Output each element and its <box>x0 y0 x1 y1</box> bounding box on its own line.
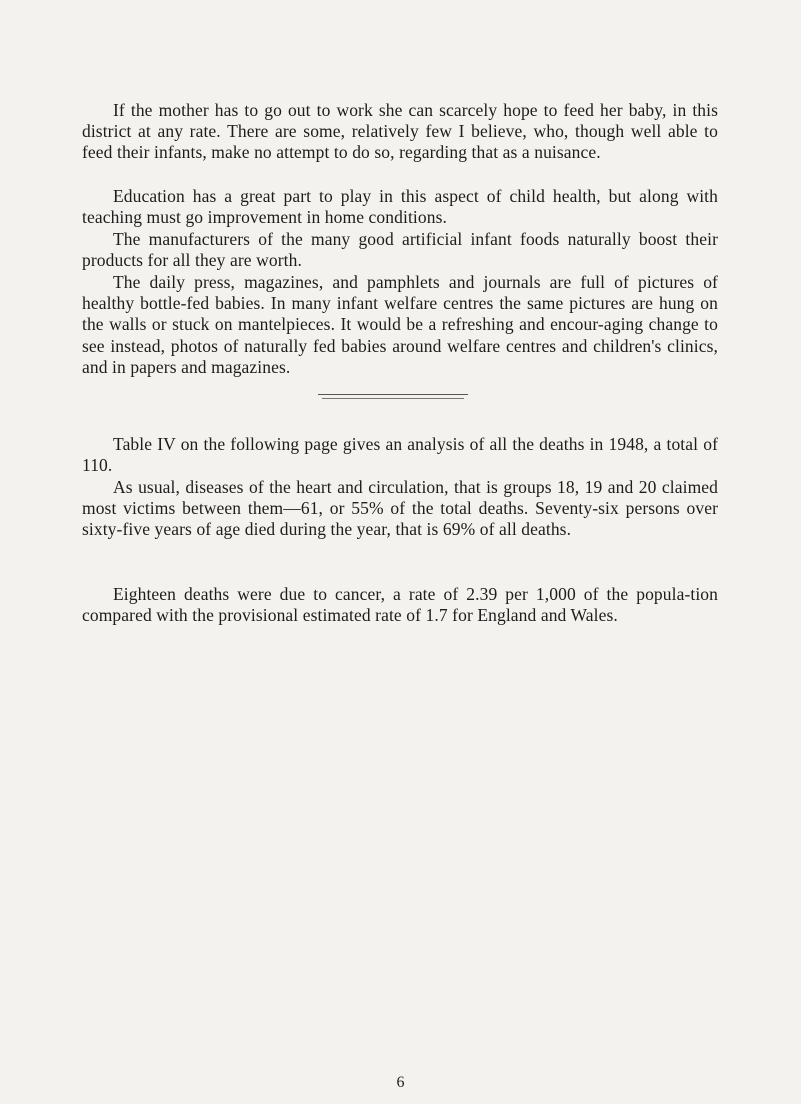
paragraph-manufacturers: The manufacturers of the many good artificial infant foods naturally boost their products for all they are worth. <box>82 229 718 271</box>
page-number: 6 <box>396 1074 405 1091</box>
section-divider <box>318 394 468 395</box>
paragraph-daily-press: The daily press, magazines, and pamphlets and journals are full of pictures of healthy bottle-fed babies. In many infant welfare centres the same pictures are hung on the walls or stuck on mantelpieces. It would be a refreshing and encour-aging change to see instead, photos of naturally fed babies around welfare centres and children's clinics, and in papers and magazines. <box>82 272 718 377</box>
paragraph-breast-feeding: If the mother has to go out to work she can scarcely hope to feed her baby, in this district at any rate. There are some, relatively few I believe, who, though well able to feed their infants, make no attempt to do so, regarding that as a nuisance. <box>82 100 718 163</box>
paragraph-heart-disease: As usual, diseases of the heart and circulation, that is groups 18, 19 and 20 claimed most victims between them—61, or 55% of the total deaths. Seventy-six persons over sixty-five years of age died during the year, that is 69% of all deaths. <box>82 477 718 540</box>
paragraph-table-reference: Table IV on the following page gives an analysis of all the deaths in 1948, a total of 110. <box>82 434 718 476</box>
paragraph-education: Education has a great part to play in this aspect of child health, but along with teaching must go improvement in home conditions. <box>82 186 718 228</box>
paragraph-cancer: Eighteen deaths were due to cancer, a rate of 2.39 per 1,000 of the popula-tion compared with the provisional estimated rate of 1.7 for England and Wales. <box>82 584 718 626</box>
section-divider-underline <box>322 398 464 399</box>
